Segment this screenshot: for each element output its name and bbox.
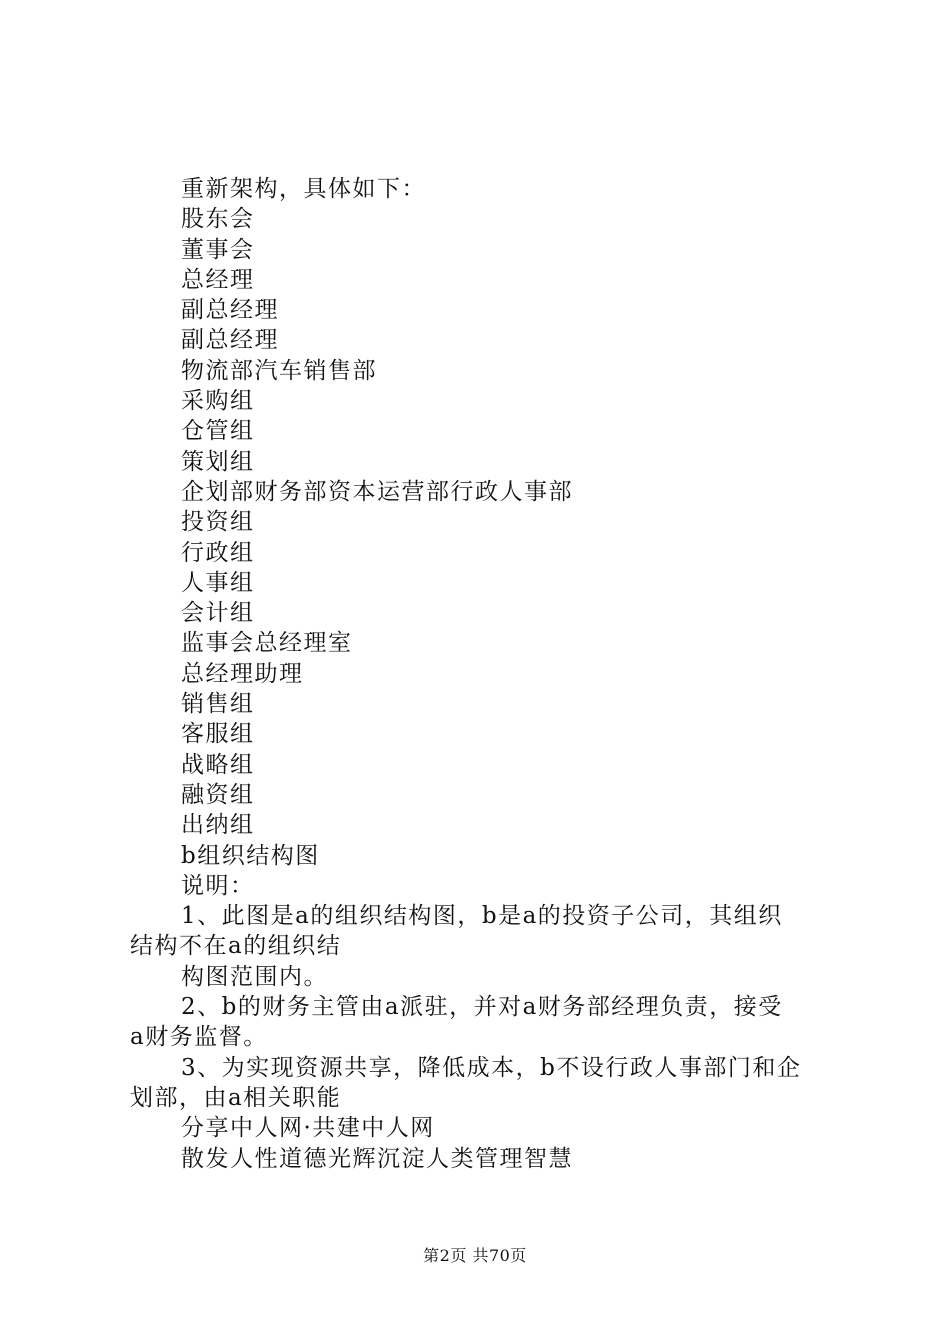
text-line: 总经理 [181, 266, 255, 293]
text-line: 销售组 [181, 691, 255, 718]
text-line: 会计组 [181, 600, 255, 627]
document-body [130, 174, 835, 1174]
slogan-line-2: 散发人性道德光辉沉淀人类管理智慧 [181, 1145, 573, 1172]
text-line: 仓管组 [181, 418, 255, 445]
text-line: 企划部财务部资本运营部行政人事部 [181, 478, 573, 505]
text-line: 出纳组 [181, 812, 255, 839]
text-line: b组织结构图 [181, 842, 320, 869]
page-footer: 第2页 共70页 [423, 1246, 527, 1265]
text-line: 客服组 [181, 721, 255, 748]
item-1-line-2: 结构不在a的组织结 [130, 933, 342, 960]
text-line: 行政组 [181, 539, 255, 566]
text-line: 融资组 [181, 781, 255, 808]
text-line: 股东会 [181, 206, 255, 233]
text-line: 战略组 [181, 751, 255, 778]
text-line: 重新架构，具体如下： [181, 176, 426, 202]
text-line: 人事组 [181, 569, 255, 596]
slogan-line-1: 分享中人网·共建中人网 [181, 1115, 435, 1142]
text-line: 策划组 [181, 448, 255, 475]
text-line: 董事会 [181, 236, 255, 263]
item-2-line-2: a财务监督。 [130, 1024, 268, 1051]
item-3-line-2: 划部，由a相关职能 [130, 1084, 342, 1111]
text-line: 说明： [181, 872, 255, 899]
text-line: 总经理助理 [181, 660, 304, 687]
item-3-line-1: 3、为实现资源共享，降低成本，b不设行政人事部门和企 [181, 1054, 802, 1081]
text-line: 采购组 [181, 388, 255, 415]
text-line: 监事会总经理室 [181, 630, 353, 657]
item-1-continuation: 构图范围内。 [181, 963, 328, 990]
item-2-line-1: 2、b的财务主管由a派驻，并对a财务部经理负责，接受 [181, 994, 783, 1021]
text-line: 物流部汽车销售部 [181, 357, 377, 384]
text-line: 副总经理 [181, 327, 279, 354]
text-line: 投资组 [181, 509, 255, 536]
text-line: 副总经理 [181, 297, 279, 324]
item-1-line-1: 1、此图是a的组织结构图，b是a的投资子公司，其组织 [181, 903, 783, 930]
